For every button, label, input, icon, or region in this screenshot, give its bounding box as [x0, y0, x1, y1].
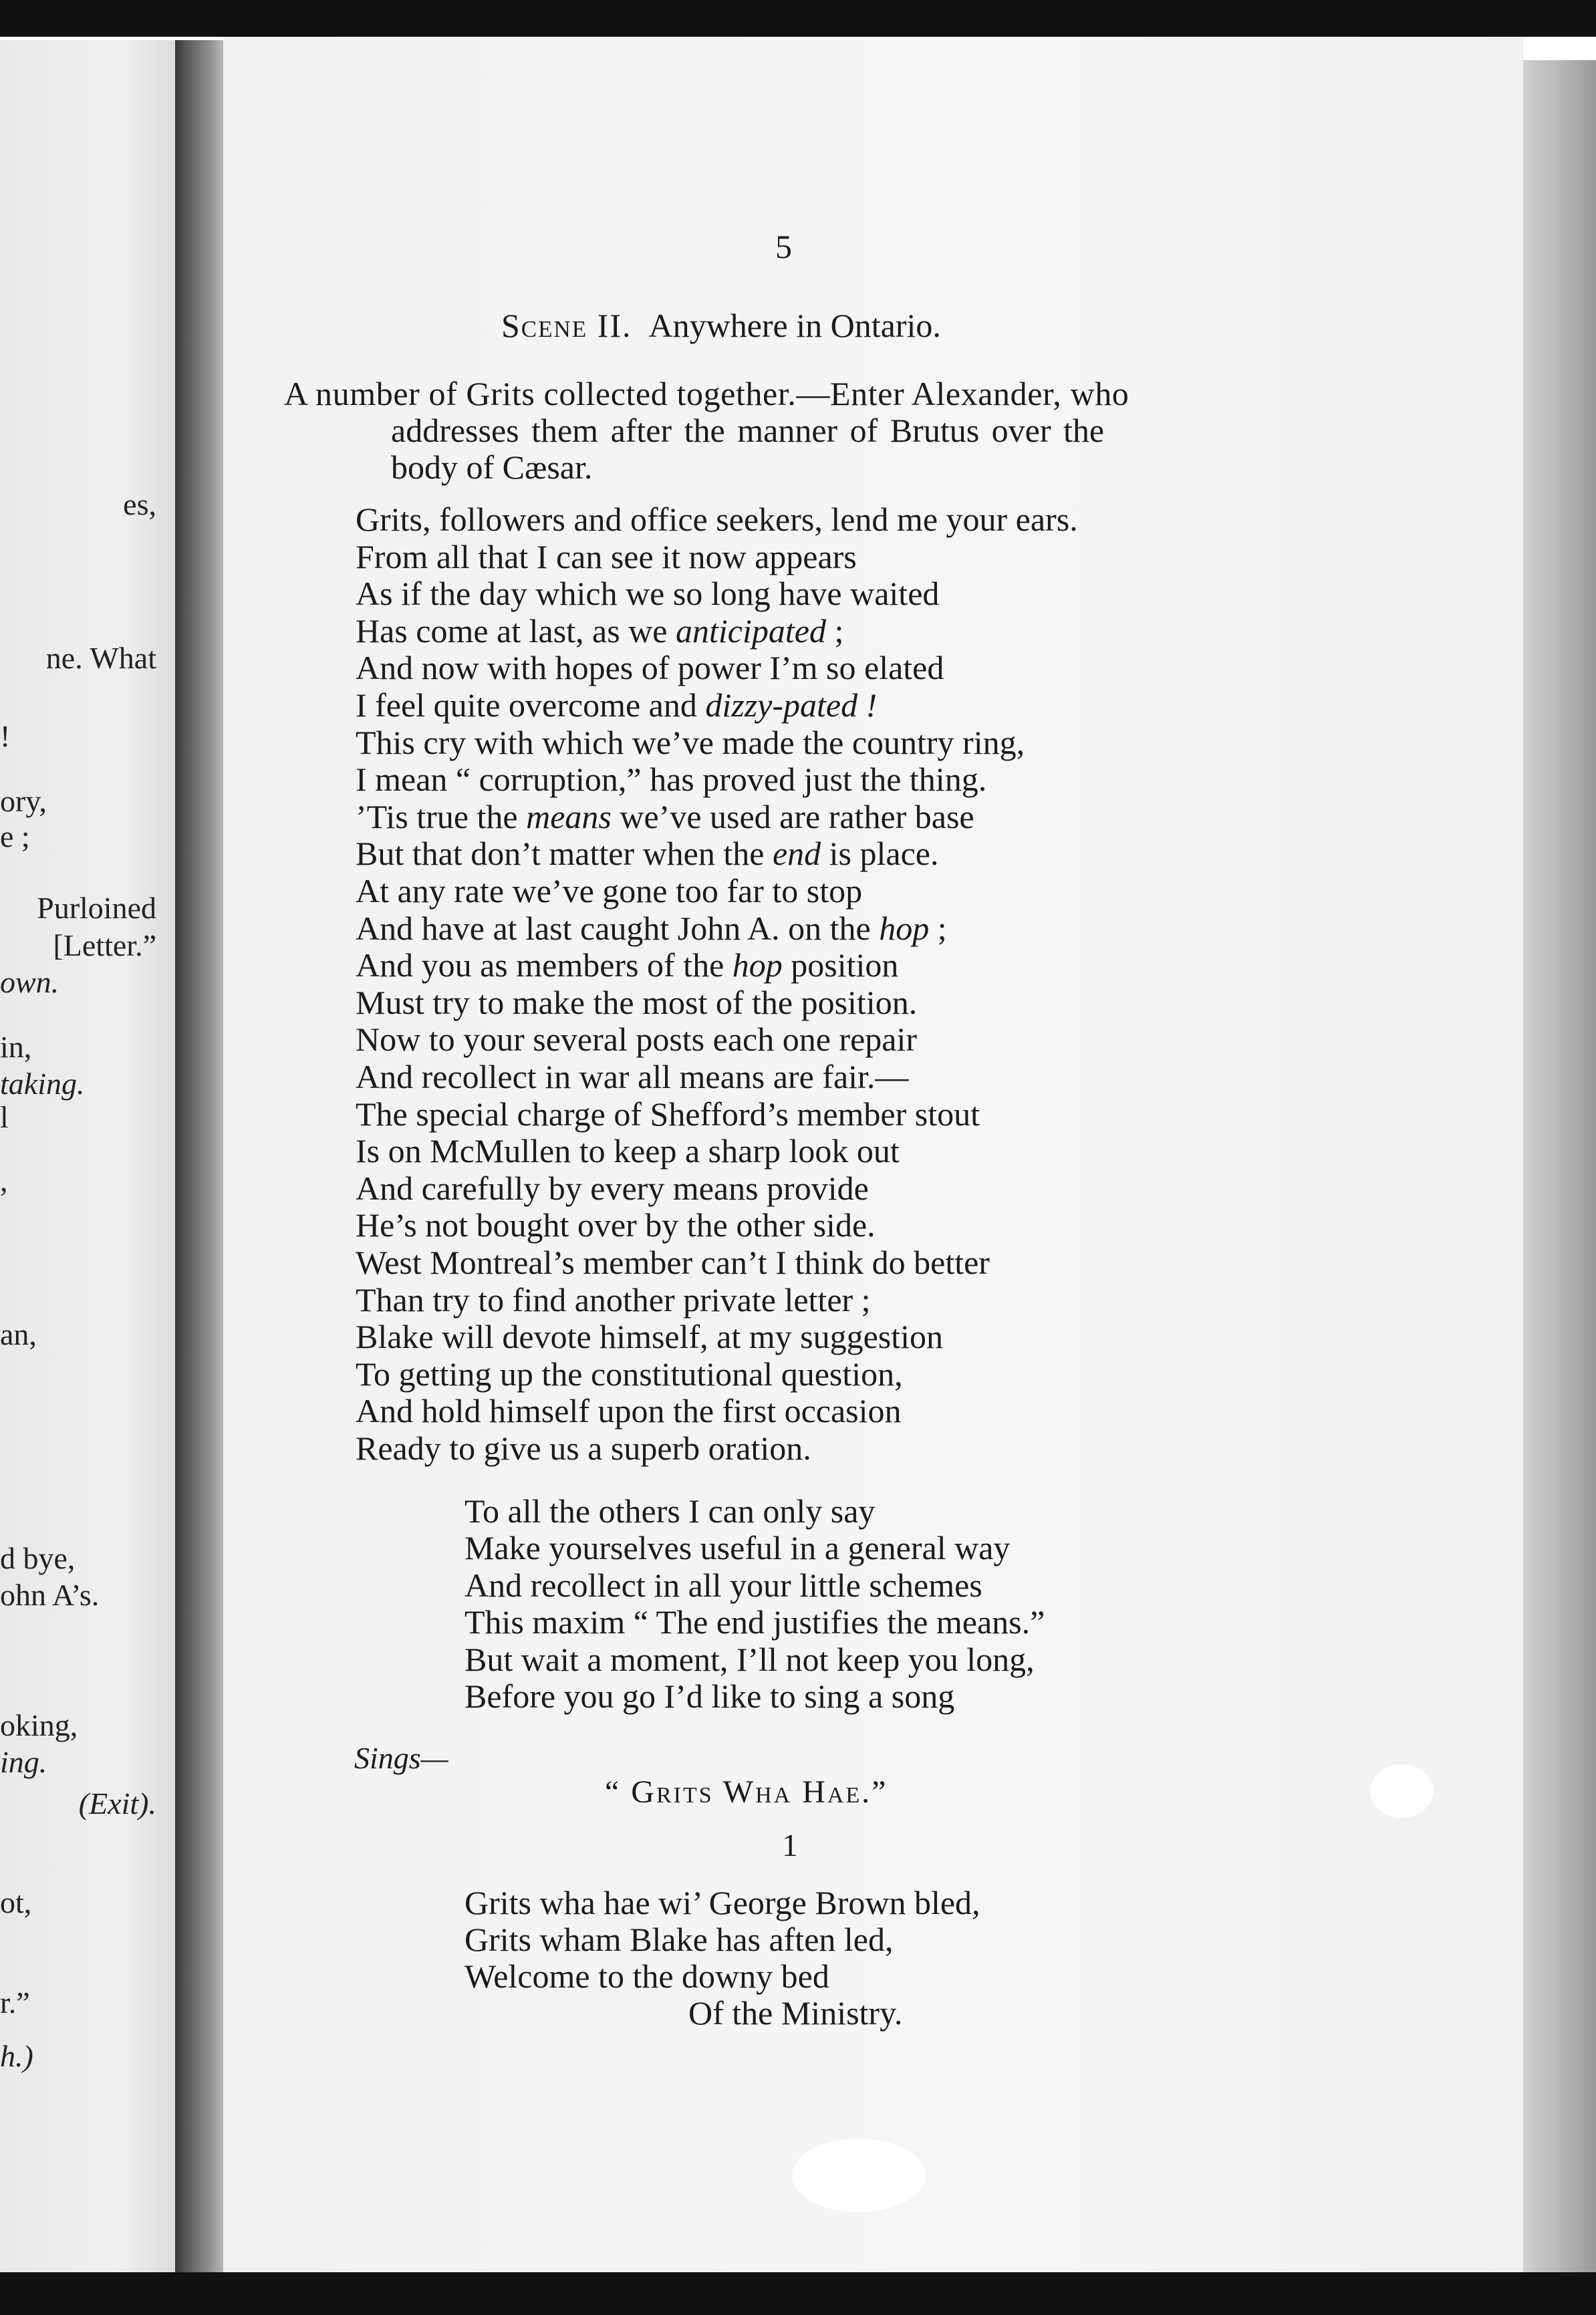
- verse-line: Than try to find another private letter ;: [356, 1280, 871, 1319]
- verse-line: [356, 946, 898, 984]
- left-fragment: taking.: [0, 1067, 85, 1101]
- song-line: Welcome to the downy bed: [464, 1957, 829, 1995]
- verse-line: To all the others I can only say: [464, 1492, 876, 1530]
- verse-line: As if the day which we so long have waited: [356, 575, 940, 613]
- left-fragment: oking,: [0, 1708, 78, 1742]
- left-fragment: (Exit).: [78, 1786, 156, 1820]
- scan-bottom-border: [0, 2272, 1596, 2315]
- verse-line: West Montreal’s member can’t I think do better: [356, 1244, 990, 1281]
- verse-line: And recollect in war all means are fair.—: [356, 1058, 909, 1095]
- scan-blemish: [1370, 1764, 1434, 1818]
- verse-line: Ready to give us a superb oration.: [356, 1429, 811, 1467]
- verse-text: we’ve used are rather base: [611, 797, 974, 835]
- verse-emphasis: hop: [732, 946, 783, 984]
- verse-text: ;: [825, 611, 844, 650]
- verse-line: This cry with which we’ve made the country ring,: [356, 723, 1025, 761]
- left-fragment: Purloined: [37, 891, 156, 925]
- page-edge: [1523, 60, 1596, 2292]
- verse-text: But that don’t matter when the: [356, 835, 773, 873]
- verse-text: And you as members of the: [356, 946, 733, 984]
- verse-emphasis: dizzy-pated !: [705, 686, 878, 724]
- verse-text: And have at last caught John A. on the: [356, 909, 880, 947]
- verse-line: At any rate we’ve gone too far to stop: [356, 872, 863, 910]
- verse-text: position: [782, 946, 899, 984]
- scene-place: Anywhere in Ontario.: [648, 307, 941, 344]
- verse-text: ;: [929, 909, 947, 947]
- left-fragment: [Letter.”: [53, 928, 156, 962]
- left-fragment: ne. What: [45, 641, 156, 675]
- stage-direction-line: body of Cæsar.: [391, 448, 593, 486]
- verse-text: I feel quite overcome and: [356, 686, 706, 724]
- verse-line: And recollect in all your little schemes: [464, 1566, 982, 1604]
- verse-emphasis: hop: [879, 909, 930, 947]
- sings-label: Sings—: [354, 1741, 448, 1775]
- page-number: 5: [775, 228, 792, 265]
- left-fragment: in,: [0, 1030, 32, 1064]
- left-fragment: ory,: [0, 784, 47, 818]
- verse-line: [356, 797, 974, 836]
- book-gutter: [175, 40, 223, 2272]
- left-fragment: ohn A’s.: [0, 1578, 100, 1612]
- verse-line: This maxim “ The end justifies the means.”: [464, 1603, 1045, 1641]
- scene-label: Scene II.: [501, 307, 632, 344]
- left-fragment: r.”: [0, 1986, 30, 2020]
- left-fragment: e ;: [0, 819, 30, 853]
- scan-top-border: [0, 0, 1596, 37]
- verse-line: But wait a moment, I’ll not keep you long,: [464, 1640, 1035, 1678]
- verse-emphasis: anticipated: [676, 611, 826, 650]
- verse-emphasis: means: [526, 797, 612, 835]
- song-refrain: Of the Ministry.: [688, 1994, 903, 2032]
- verse-line: The special charge of Shefford’s member stout: [356, 1095, 980, 1133]
- verse-line: [356, 834, 938, 873]
- verse-text: ’Tis true the: [356, 797, 527, 835]
- verse-line: [356, 611, 843, 650]
- verse-line: And now with hopes of power I’m so elated: [356, 649, 944, 687]
- left-fragment: !: [0, 719, 11, 753]
- left-fragment: an,: [0, 1317, 37, 1351]
- verse-line: Now to your several posts each one repair: [356, 1020, 917, 1059]
- left-fragment: ,: [0, 1164, 8, 1198]
- verse-line: I mean “ corruption,” has proved just the thing.: [356, 761, 987, 799]
- left-fragment: d bye,: [0, 1541, 76, 1575]
- scan-blemish: [792, 2139, 926, 2212]
- stanza-number: 1: [782, 1828, 798, 1863]
- verse-line: To getting up the constitutional question,: [356, 1355, 903, 1393]
- left-fragment: es,: [123, 487, 156, 521]
- verse-line: Is on McMullen to keep a sharp look out: [356, 1132, 900, 1170]
- verse-text: is place.: [821, 835, 939, 873]
- verse-line: Grits, followers and office seekers, lend me your ears.: [356, 501, 1078, 538]
- left-fragment: ing.: [0, 1745, 47, 1779]
- left-fragment: l: [0, 1100, 9, 1134]
- stage-direction-line: addresses them after the manner of Brutus over the: [391, 412, 1105, 449]
- verse-line: Must try to make the most of the position.: [356, 983, 918, 1021]
- left-fragment: own.: [0, 965, 59, 999]
- verse-text: Has come at last, as we: [356, 611, 676, 650]
- stage-direction-line: A number of Grits collected together.—Enter Alexander, who: [284, 375, 1129, 412]
- left-facing-page: [0, 40, 175, 2292]
- verse-line: He’s not bought over by the other side.: [356, 1206, 876, 1244]
- verse-line: [356, 909, 947, 948]
- verse-line: Blake will devote himself, at my suggestion: [356, 1318, 944, 1356]
- verse-line: Before you go I’d like to sing a song: [464, 1677, 955, 1715]
- verse-line: From all that I can see it now appears: [356, 537, 857, 575]
- scene-heading: [501, 306, 941, 345]
- song-line: Grits wha hae wi’ George Brown bled,: [464, 1884, 980, 1921]
- verse-emphasis: end: [772, 835, 821, 873]
- verse-line: And carefully by every means provide: [356, 1169, 869, 1207]
- song-title: “ Grits Wha Hae.”: [605, 1774, 888, 1810]
- left-fragment: ot,: [0, 1885, 32, 1919]
- left-fragment: h.): [0, 2039, 33, 2073]
- song-line: Grits wham Blake has aften led,: [464, 1921, 894, 1958]
- verse-line: And hold himself upon the first occasion: [356, 1392, 902, 1430]
- verse-line: [356, 686, 877, 724]
- verse-line: Make yourselves useful in a general way: [464, 1529, 1011, 1567]
